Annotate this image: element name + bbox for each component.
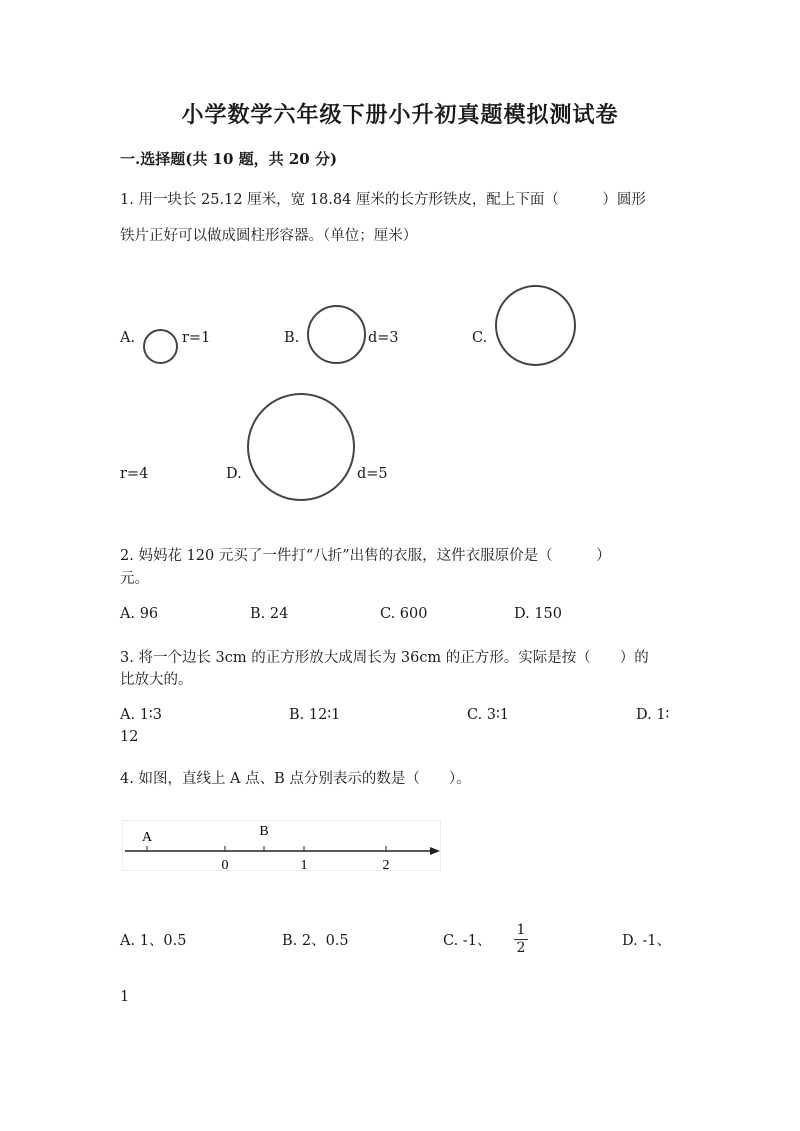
q2-option-c[interactable]: C. 600 bbox=[380, 606, 428, 622]
circle-d bbox=[247, 393, 355, 501]
question-3-text: 3. 将一个边长 3cm 的正方形放大成周长为 36cm 的正方形。实际是按（ ）的 bbox=[120, 650, 649, 666]
question-4-text: 4. 如图，直线上 A 点、B 点分别表示的数是（ ）。 bbox=[120, 771, 471, 787]
option-b-value: d=3 bbox=[368, 330, 399, 346]
q2-option-d[interactable]: D. 150 bbox=[514, 606, 563, 622]
question-3-text-cont: 比放大的。 bbox=[120, 672, 193, 688]
q4-option-c[interactable]: C. -1、 bbox=[443, 933, 492, 949]
q2-option-a[interactable]: A. 96 bbox=[120, 606, 159, 622]
q3-option-d[interactable]: D. 1∶ bbox=[636, 707, 670, 723]
q3-option-c[interactable]: C. 3∶1 bbox=[467, 707, 510, 723]
option-c-label: C. bbox=[472, 330, 488, 346]
question-1-text-cont: 铁片正好可以做成圆柱形容器。（单位；厘米） bbox=[120, 228, 418, 244]
fraction-denominator: 2 bbox=[516, 940, 526, 956]
arrow-head-icon bbox=[430, 847, 440, 855]
figure-frame bbox=[123, 821, 441, 871]
question-2-text-cont: 元。 bbox=[120, 571, 149, 587]
circle-b bbox=[307, 305, 366, 364]
section-heading: 一.选择题(共 10 题，共 20 分) bbox=[120, 150, 338, 168]
q3-option-a[interactable]: A. 1∶3 bbox=[120, 707, 162, 723]
fraction-numerator: 1 bbox=[516, 922, 526, 938]
question-2-text: 2. 妈妈花 120 元买了一件打“八折”出售的衣服，这件衣服原价是（ ） bbox=[120, 548, 611, 564]
q3-option-b[interactable]: B. 12∶1 bbox=[289, 707, 341, 723]
tick-label-0: 0 bbox=[221, 858, 229, 872]
q3-option-d-wrap: 12 bbox=[120, 729, 139, 745]
q4-option-a[interactable]: A. 1、0.5 bbox=[120, 933, 187, 949]
tick-label-2: 2 bbox=[382, 858, 390, 872]
page-title: 小学数学六年级下册小升初真题模拟测试卷 bbox=[181, 102, 619, 128]
circle-c bbox=[495, 285, 576, 366]
option-d-label: D. bbox=[226, 466, 242, 482]
q4-option-d-wrap: 1 bbox=[120, 989, 130, 1005]
point-b-label: B bbox=[259, 824, 269, 839]
circle-a bbox=[143, 329, 178, 364]
number-line-figure bbox=[122, 820, 442, 872]
option-b-label: B. bbox=[284, 330, 300, 346]
option-d-value: d=5 bbox=[357, 466, 388, 482]
option-c-value: r=4 bbox=[120, 466, 149, 482]
q4-option-b[interactable]: B. 2、0.5 bbox=[282, 933, 349, 949]
point-a-label: A bbox=[141, 830, 153, 845]
option-a-value: r=1 bbox=[182, 330, 211, 346]
q4-option-c-fraction bbox=[514, 923, 528, 956]
q2-option-b[interactable]: B. 24 bbox=[250, 606, 289, 622]
question-1-text: 1. 用一块长 25.12 厘米，宽 18.84 厘米的长方形铁皮，配上下面（ ）圆形 bbox=[120, 192, 646, 208]
tick-label-1: 1 bbox=[300, 858, 308, 872]
q4-option-d[interactable]: D. -1、 bbox=[622, 933, 671, 949]
option-a-label: A. bbox=[120, 330, 136, 346]
